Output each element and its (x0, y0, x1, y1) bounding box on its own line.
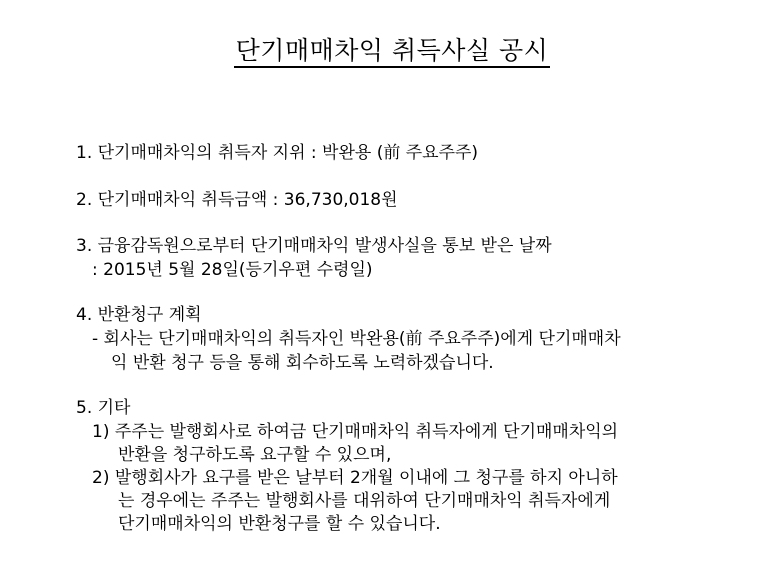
section-4-line-1: - 회사는 단기매매차익의 취득자인 박완용(前 주요주주)에게 단기매매차 (92, 329, 621, 349)
section-4-line-2: 익 반환 청구 등을 통해 회수하도록 노력하겠습니다. (111, 353, 494, 373)
section-5-item-1-line-2: 반환을 청구하도록 요구할 수 있으며, (118, 445, 392, 465)
section-1: 1. 단기매매차익의 취득자 지위 : 박완용 (前 주요주주) (76, 143, 479, 163)
section-5-item-2-line-2: 는 경우에는 주주는 발행회사를 대위하여 단기매매차익 취득자에게 (118, 491, 611, 511)
section-2: 2. 단기매매차익 취득금액 : 36,730,018원 (76, 190, 398, 210)
section-3-detail: : 2015년 5월 28일(등기우편 수령일) (92, 260, 373, 280)
section-3-heading: 3. 금융감독원으로부터 단기매매차익 발생사실을 통보 받은 날짜 (76, 236, 552, 256)
section-5-heading: 5. 기타 (76, 398, 131, 418)
page-title (0, 33, 784, 69)
section-5-item-2-line-1: 2) 발행회사가 요구를 받은 날부터 2개월 이내에 그 청구를 하지 아니하 (92, 468, 618, 488)
section-5-item-1-line-1: 1) 주주는 발행회사로 하여금 단기매매차익 취득자에게 단기매매차익의 (92, 422, 619, 442)
title-text: 단기매매차익 취득사실 공시 (234, 36, 551, 68)
section-4-heading: 4. 반환청구 계획 (76, 305, 202, 325)
section-5-item-2-line-3: 단기매매차익의 반환청구를 할 수 있습니다. (118, 514, 441, 534)
